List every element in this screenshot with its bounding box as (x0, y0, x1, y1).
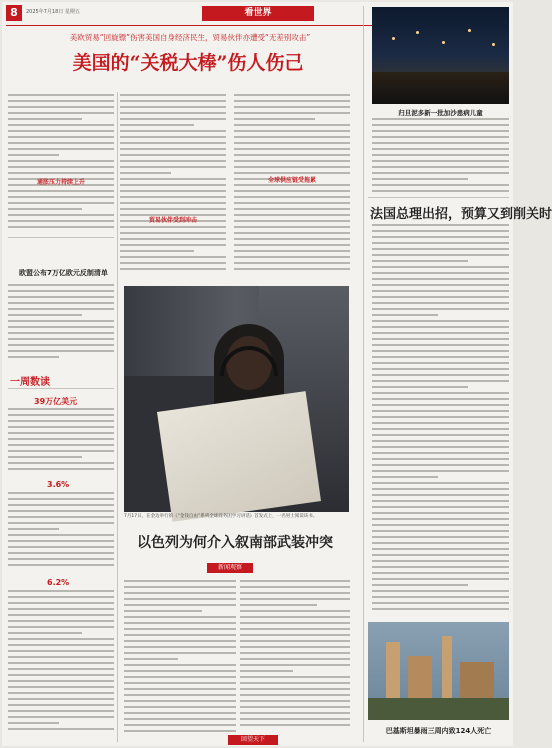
photo-light (392, 37, 395, 40)
news-analysis-tag: 新闻观察 (207, 563, 253, 573)
photo-caption: 7月17日，在金边举行的《“金钱自由”系列全球商务团学习讲话》首发式上，一名男士阅读该书。 (124, 514, 318, 519)
photo-book (157, 391, 321, 522)
right-article-text (372, 224, 509, 616)
box-title: 欧盟公布7万亿欧元反制清单 (16, 268, 111, 278)
subhead-2: 贸易伙伴受到冲击 (148, 217, 197, 224)
photo-crowd (372, 72, 509, 104)
right-bottom-photo (368, 622, 509, 720)
column-divider-2 (363, 6, 364, 742)
middle-text-col-2 (240, 580, 350, 730)
article-text-col-3 (234, 94, 350, 276)
photo-light (492, 43, 495, 46)
right-rule-1 (368, 197, 509, 198)
photo-building (408, 656, 432, 702)
right-bottom-photo-title: 巴基斯坦暴雨三周内致124人死亡 (385, 727, 492, 735)
subhead-1: 通胀压力持续上升 (36, 179, 85, 186)
subhead-3: 全球供应链受拖累 (267, 177, 316, 184)
box-rule (8, 237, 114, 238)
right-top-photo (372, 7, 509, 104)
issue-date: 2025年7月18日 星期五 (26, 9, 80, 15)
main-kicker: 美欧贸易“回旋镖”伤害美国自身经济民生，贸易伙伴亦遭受“无差别攻击” (69, 33, 311, 42)
right-headline: 法国总理出招，预算又到削关时 (370, 207, 552, 222)
sidebar-title: 一周数读 (10, 377, 50, 388)
stat-number-1: 39万亿美元 (34, 397, 78, 406)
middle-text-col-1 (124, 580, 236, 738)
section-title: 看世界 (202, 6, 314, 21)
stat-text-3 (8, 590, 114, 740)
page-number: 8 (6, 5, 22, 21)
photo-building (460, 662, 494, 702)
photo-light (442, 41, 445, 44)
main-photo (124, 286, 349, 512)
column-divider-1 (117, 92, 118, 742)
middle-headline: 以色列为何介入叙南部武装冲突 (137, 535, 333, 551)
sidebar-rule (8, 388, 114, 389)
photo-ground (368, 698, 509, 720)
photo-light (468, 29, 471, 32)
main-headline: 美国的“关税大棒”伤人伤己 (72, 52, 304, 74)
photo-building (442, 636, 452, 702)
stat-text-1 (8, 408, 114, 478)
article-text-col-2 (120, 94, 226, 276)
photo-light (416, 31, 419, 34)
right-photo-title: 归旦泥多新一批加沙患病儿童 (398, 109, 483, 117)
right-photo-text (372, 118, 509, 194)
photo-building (386, 642, 400, 702)
stat-number-3: 6.2% (47, 578, 70, 587)
article-text-col-1 (8, 94, 114, 234)
newspaper-page (2, 2, 552, 746)
stat-number-2: 3.6% (47, 480, 70, 489)
footer-tag: 回望天下 (228, 735, 278, 745)
stat-text-2 (8, 492, 114, 572)
box-text (8, 284, 114, 364)
